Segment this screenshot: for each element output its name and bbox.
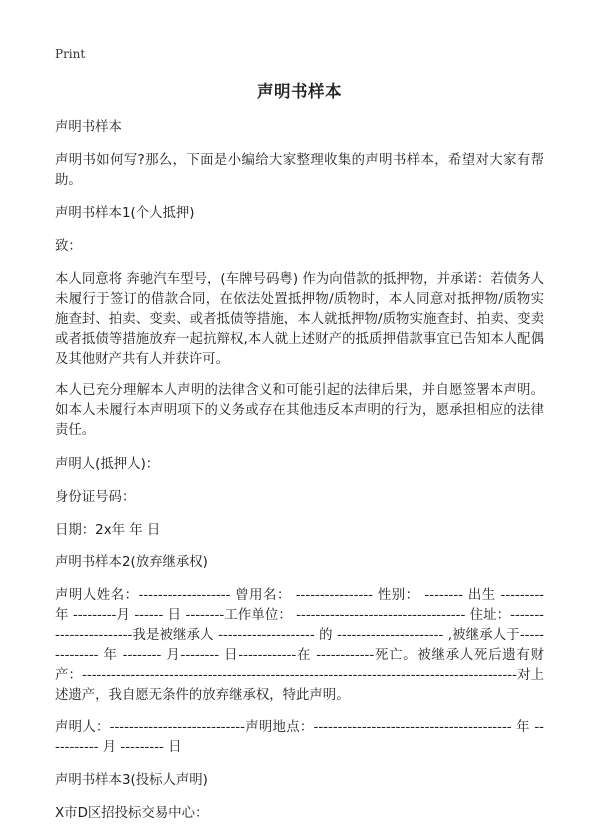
- id-number-line: 身份证号码：: [55, 490, 136, 505]
- pledge-paragraph: 本人同意将 奔驰汽车型号，(车牌号码粤) 作为向借款的抵押物，并承诺：若债务人未履行于签订的借款合同，在依法处置抵押物/质物时，本人同意对抵押物/质物实施查封、拍卖、变卖、或者抵债等措施，本人就抵押物/质物实施查封、拍卖、变卖或者抵债等措施放弃一起抗辩权,本人就上述财产的抵质押借款事宜已告知本人配偶及其他财产共有人并获许可。: [55, 272, 544, 367]
- salutation: 致：: [55, 239, 82, 254]
- liability-paragraph: 本人已充分理解本人声明的法律含义和可能引起的法律后果，并自愿签署本声明。如本人未履行本声明项下的义务或存在其他违反本声明的行为，愿承担相应的法律责任。: [55, 383, 544, 438]
- sample-2-heading: 声明书样本2(放弃继承权): [55, 555, 208, 570]
- date-line: 日期：2x年 年 日: [55, 523, 161, 538]
- inheritance-form-paragraph: 声明人姓名：------------------- 曾用名： ---------------- 性别： -------- 出生 --------- 年 ---------月 ------ 日 --------工作单位： ----------------------------------- 住址：-----------------------我是被继承人 -------------------- 的 ---------------------- ,被继承人于-------------- 年 -------- 月-------- 日------------在 ------------死亡。被继承人死后遗有财产：------------------------------------------------------------------------------------------对上述遗产，我自愿无条件的放弃继承权，特此声明。: [55, 588, 544, 703]
- document-title: 声明书样本: [257, 82, 342, 101]
- declarant-signature-line: 声明人：----------------------------声明地点：----------------------------------------- 年 ----------- 月 --------- 日: [55, 720, 544, 755]
- section-heading-sample: 声明书样本: [55, 120, 122, 135]
- declarant-line: 声明人(抵押人)：: [55, 457, 160, 472]
- sample-1-heading: 声明书样本1(个人抵押): [55, 206, 195, 221]
- addressee-line: X市D区招投标交易中心：: [55, 806, 209, 821]
- intro-paragraph: 声明书如何写?那么，下面是小编给大家整理收集的声明书样本，希望对大家有帮助。: [55, 153, 544, 188]
- sample-3-heading: 声明书样本3(投标人声明): [55, 773, 208, 788]
- print-label: Print: [55, 47, 86, 61]
